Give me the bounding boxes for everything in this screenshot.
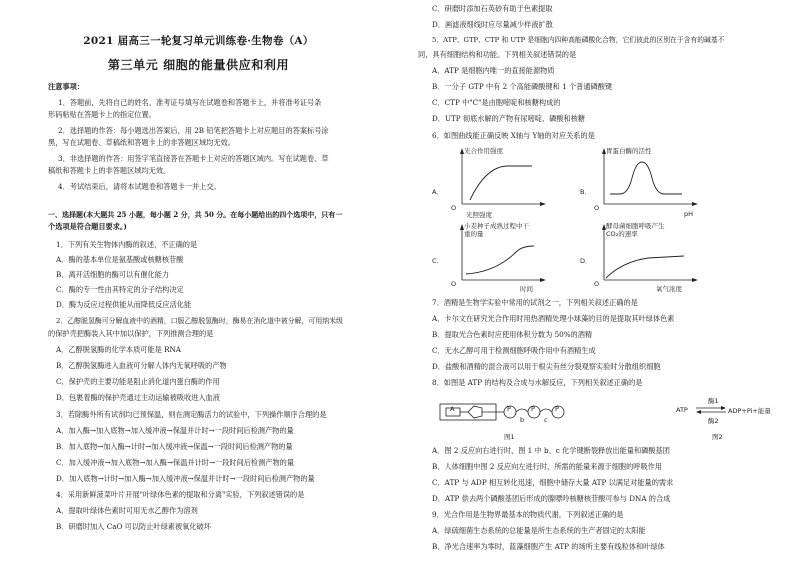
option-text: C．酶的专一性由其特定的分子结构决定 — [56, 285, 184, 294]
option-text: D．酶为反应过程供能从而降低反应活化能 — [56, 300, 192, 309]
option-text: C．无水乙醇可用于检测细胞呼吸作用中有酒精生成 — [432, 346, 596, 355]
question-text: 1．下列有关生物体内酶的叙述，不正确的是 — [56, 240, 198, 249]
option-text: A．乙醇脱氢酶的化学本质可能是 RNA — [56, 345, 181, 354]
graph-c-origin: O — [451, 280, 457, 288]
figure-option-c: C． — [432, 257, 444, 265]
figure-option-b: B． — [580, 188, 591, 196]
graph-b — [598, 146, 698, 208]
option-text: B．离开活细胞的酶可以有催化能力 — [56, 270, 170, 279]
unit-subtitle: 第三单元 细胞的能量供应和利用 — [107, 58, 290, 72]
question-text: 同，具有细胞结构和功能。下列相关叙述错误的是 — [418, 50, 577, 59]
section-heading: 个选项是符合题目要求。) — [48, 222, 127, 231]
figure-2-caption: 图2 — [712, 433, 723, 441]
option-text: B．提取光合色素时应使用体积分数为 50%的酒精 — [432, 330, 593, 339]
question-text: 4．采用新鲜菠菜叶片开展"叶绿体色素的提取和分离"实验，下列叙述错误的是 — [56, 490, 305, 499]
label-p: P — [555, 405, 559, 413]
graph-b-xlabel: pH — [684, 210, 694, 218]
question-text: 9．光合作用是生物界最基本的物质代谢，下列叙述正确的是 — [432, 510, 624, 519]
high-energy-bond-b — [516, 409, 528, 412]
option-text: A．提取叶绿体色素时可用无水乙醇作为溶剂 — [56, 506, 198, 515]
option-text: A．卡尔文在研究光合作用时用热酒精处理小球藻的目的是提取其叶绿体色素 — [432, 314, 675, 323]
curve-d — [606, 256, 684, 278]
question-text: 5．ATP、GTP、CTP 和 UTP 是细胞内四种高能磷酸化合物，它们彼此的区别在于含有的碱基不 — [432, 36, 725, 44]
label-c: c — [544, 416, 548, 424]
notice-line: 4．考试结束后，请将本试题卷和答题卡一并上交。 — [58, 182, 221, 191]
graph-c-xlabel: 时间 — [520, 285, 533, 293]
notice-line: 3．非选择题的作答：用签字笔直接答在答题卡上对应的答题区域内。写在试题卷、草 — [58, 154, 329, 163]
section-heading: 一、选择题(本大题共 25 小题，每小题 2 分，共 50 分。在每小题给出的四个选项中，只有一 — [48, 210, 343, 219]
x-axis-arrow — [692, 202, 698, 206]
x-axis-arrow — [692, 278, 698, 282]
option-text: B．研磨时加入 CaO 可以防止叶绿素被氧化破坏 — [56, 522, 211, 531]
graph-b-ylabel: 胃蛋白酶的活性 — [606, 147, 652, 155]
question-text: 7．酒精是生物学实验中常用的试剂之一，下列相关叙述正确的是 — [432, 298, 638, 307]
option-text: D．UTP 彻底水解的产物有尿嘧啶、磷酸和核糖 — [432, 114, 586, 123]
option-text: C．研磨时添加石英砂有助于色素提取 — [432, 4, 553, 13]
graph-a-xlabel: 光照强度 — [466, 211, 492, 219]
option-text: A．加入酶→加入底物→加入缓冲液→保温并计时→一段时间后检测产物的量 — [56, 426, 294, 435]
notice-line: 2．选择题的作答：每小题选出答案后，用 2B 铅笔把答题卡上对应题目的答案标号涂 — [58, 126, 329, 135]
graph-d-xlabel: 氧气浓度 — [656, 285, 682, 293]
option-text: B．加入底物→加入酶→计时→加入缓冲液→保温→一段时间后检测产物的量 — [56, 442, 293, 451]
high-energy-bond-c — [540, 409, 552, 412]
reversible-arrow — [696, 405, 726, 415]
option-text: A．酶的基本单位是氨基酸或核糖核苷酸 — [56, 255, 184, 264]
figure-option-a: A． — [432, 188, 443, 196]
question-text: 6．如图曲线能正确反映 X轴与 Y轴的对应关系的是 — [432, 131, 595, 140]
label-p: P — [507, 405, 511, 413]
option-text: C．加入缓冲液→加入底物→加入酶→保温并计时→一段时间后检测产物的量 — [56, 458, 295, 467]
figure-option-d: D． — [580, 257, 592, 265]
option-text: A．图 2 反应向右进行时，图 1 中 b、c 化学键断裂释放出能量和磷酸基团 — [432, 446, 670, 455]
notice-line: 黑，写在试题卷、草稿纸和答题卡上的非答题区域均无效。 — [48, 138, 235, 147]
graph-c-ylabel: 小麦种子成熟过程中干重的量 — [464, 222, 529, 238]
option-text: C．ATP 与 ADP 相互转化迅速，细胞中储存大量 ATP 以满足对能量的需求 — [432, 478, 674, 487]
option-text: D．包裹着酶的保护壳通过主动运输被吸收进入血液 — [56, 393, 220, 402]
label-p: P — [531, 405, 535, 413]
graph-b-origin: O — [594, 204, 600, 212]
option-text: C．CTP 中"C"是由胞嘧啶和核糖构成的 — [432, 98, 561, 107]
question-text: 8．如图是 ATP 的结构及合成与水解反应，下列相关叙述正确的是 — [432, 378, 643, 387]
graph-d-ylabel: 酵母菌细胞呼吸产生CO₂的速率 — [606, 222, 665, 238]
x-axis-arrow — [540, 202, 546, 206]
reaction-left: ATP — [676, 406, 688, 414]
option-text: D．画滤液细线时应尽量减少样液扩散 — [432, 20, 553, 29]
option-text: B．一分子 GTP 中有 2 个高能磷酸键和 1 个普通磷酸键 — [432, 82, 613, 91]
option-text: A．绿硫细菌生态系统的总能量是所生态系统的生产者固定的太阳能 — [432, 526, 646, 535]
label-b: b — [520, 416, 525, 424]
option-text: B．净光合速率为零时，蓝藻细胞产生 ATP 的场所主要有线粒体和叶绿体 — [432, 542, 665, 551]
enzyme-2-label: 酶2 — [708, 417, 719, 425]
option-text: A．ATP 是细胞内唯一的直接能源物质 — [432, 66, 555, 75]
graph-a-origin: O — [451, 204, 457, 212]
question-text: 3．若除酶外所有试剂均已预保温，则在测定酶活力的试验中，下列操作顺序合理的是 — [56, 410, 327, 419]
notice-heading: 注意事项： — [48, 82, 84, 91]
graph-d-origin: O — [594, 280, 600, 288]
notice-line: 1．答题前，先将自己的姓名、准考证号填写在试题卷和答题卡上，并将准考证号条 — [58, 98, 322, 107]
label-a: A — [450, 405, 455, 413]
question-text: 2．乙醇脱氢酶可分解血液中的酒精，口服乙醇脱氢酶时，酶易在消化道中被分解，可用纳米级 — [56, 317, 343, 325]
notice-line: 稿纸和答题卡上的非答题区域均无效。 — [48, 166, 171, 175]
notice-line: 形码粘贴在答题卡上的指定位置。 — [48, 110, 156, 119]
option-text: D．ATP 供去两个磷酸基团后形成的腺嘌呤核糖核苷酸可参与 DNA 的合成 — [432, 494, 671, 503]
enzyme-1-label: 酶1 — [708, 397, 719, 405]
curve-a — [470, 166, 532, 200]
option-text: B．乙醇脱氢酶进入血液可分解人体内无氧呼吸的产物 — [56, 361, 227, 370]
option-text: D．盐酸和酒精的混合液可以用于根尖有丝分裂观察实验时分散组织细胞 — [432, 362, 661, 371]
ribose-ring — [468, 406, 482, 418]
curve-b — [610, 162, 682, 194]
figure-1-caption: 图1 — [504, 433, 515, 441]
x-axis-arrow — [540, 278, 546, 282]
curve-c — [466, 246, 534, 274]
exam-title: 2021 届高三一轮复习单元训练卷·生物卷（A） — [83, 35, 314, 47]
graph-a-ylabel: 光合作用强度 — [464, 147, 503, 155]
option-text: C．保护壳的主要功能是阻止消化道内蛋白酶的作用 — [56, 377, 220, 386]
atp-structure-diagram — [438, 392, 598, 432]
reaction-right: ADP+Pi+能量 — [728, 407, 771, 415]
option-text: D．加入底物→计时→加入酶→加入缓冲液→保温并计时→一段时间后检测产物的量 — [56, 474, 315, 483]
question-text: 的保护壳把酶装入其中加以保护，下列推测合理的是 — [48, 329, 214, 338]
option-text: B．人体细胞中图 2 反应向左进行时，所需的能量来源于细胞的呼吸作用 — [432, 462, 663, 471]
graph-a — [456, 146, 546, 208]
